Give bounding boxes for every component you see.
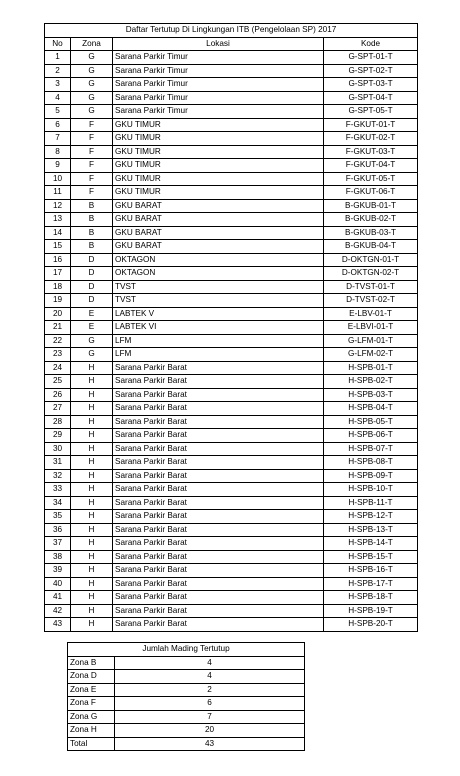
row-kode: G-SPT-02-T — [324, 64, 418, 78]
row-zona: D — [71, 267, 113, 281]
row-kode: H-SPB-16-T — [324, 564, 418, 578]
row-lokasi: OKTAGON — [113, 253, 324, 267]
row-zona: B — [71, 213, 113, 227]
table-row — [45, 78, 418, 92]
row-kode: H-SPB-18-T — [324, 591, 418, 605]
summary-count: 7 — [115, 710, 305, 724]
row-zona: E — [71, 307, 113, 321]
row-zona: H — [71, 537, 113, 551]
row-no: 39 — [45, 564, 71, 578]
table-row — [45, 415, 418, 429]
row-lokasi: Sarana Parkir Barat — [113, 510, 324, 524]
row-zona: B — [71, 199, 113, 213]
summary-row — [68, 724, 305, 738]
row-no: 40 — [45, 577, 71, 591]
row-kode: H-SPB-07-T — [324, 442, 418, 456]
row-no: 11 — [45, 186, 71, 200]
row-zona: H — [71, 442, 113, 456]
row-no: 33 — [45, 483, 71, 497]
row-zona: H — [71, 604, 113, 618]
row-no: 19 — [45, 294, 71, 308]
row-zona: G — [71, 51, 113, 65]
row-no: 42 — [45, 604, 71, 618]
summary-row — [68, 710, 305, 724]
row-lokasi: GKU TIMUR — [113, 145, 324, 159]
row-kode: F-GKUT-05-T — [324, 172, 418, 186]
row-zona: D — [71, 280, 113, 294]
row-kode: H-SPB-17-T — [324, 577, 418, 591]
table-row — [45, 51, 418, 65]
row-zona: H — [71, 375, 113, 389]
row-no: 37 — [45, 537, 71, 551]
row-kode: D-TVST-01-T — [324, 280, 418, 294]
row-lokasi: Sarana Parkir Barat — [113, 537, 324, 551]
row-kode: H-SPB-09-T — [324, 469, 418, 483]
table-row — [45, 483, 418, 497]
table-row — [45, 618, 418, 632]
row-zona: F — [71, 159, 113, 173]
summary-zona-label: Zona G — [68, 710, 115, 724]
row-kode: D-TVST-02-T — [324, 294, 418, 308]
row-no: 7 — [45, 132, 71, 146]
row-lokasi: TVST — [113, 280, 324, 294]
row-kode: H-SPB-08-T — [324, 456, 418, 470]
header-zona: Zona — [71, 37, 113, 51]
row-zona: F — [71, 118, 113, 132]
row-no: 4 — [45, 91, 71, 105]
summary-zona-label: Zona D — [68, 670, 115, 684]
summary-row — [68, 683, 305, 697]
row-kode: F-GKUT-04-T — [324, 159, 418, 173]
row-zona: H — [71, 402, 113, 416]
row-no: 9 — [45, 159, 71, 173]
row-lokasi: GKU BARAT — [113, 240, 324, 254]
row-zona: G — [71, 78, 113, 92]
summary-title-row — [68, 643, 305, 657]
row-no: 25 — [45, 375, 71, 389]
table-row — [45, 321, 418, 335]
row-lokasi: Sarana Parkir Barat — [113, 469, 324, 483]
row-lokasi: Sarana Parkir Barat — [113, 375, 324, 389]
summary-count: 43 — [115, 737, 305, 751]
row-zona: H — [71, 618, 113, 632]
row-lokasi: Sarana Parkir Barat — [113, 577, 324, 591]
row-zona: H — [71, 510, 113, 524]
row-no: 35 — [45, 510, 71, 524]
table-row — [45, 442, 418, 456]
row-kode: G-SPT-03-T — [324, 78, 418, 92]
row-lokasi: Sarana Parkir Barat — [113, 604, 324, 618]
row-zona: H — [71, 550, 113, 564]
row-lokasi: Sarana Parkir Barat — [113, 550, 324, 564]
row-kode: H-SPB-06-T — [324, 429, 418, 443]
table-row — [45, 226, 418, 240]
row-no: 27 — [45, 402, 71, 416]
table-row — [45, 537, 418, 551]
row-zona: B — [71, 226, 113, 240]
row-kode: E-LBV-01-T — [324, 307, 418, 321]
table-row — [45, 307, 418, 321]
main-table-title: Daftar Tertutup Di Lingkungan ITB (Pengelolaan SP) 2017 — [45, 24, 418, 38]
table-row — [45, 496, 418, 510]
row-zona: H — [71, 483, 113, 497]
summary-zona-label: Zona B — [68, 656, 115, 670]
row-lokasi: LABTEK V — [113, 307, 324, 321]
row-lokasi: Sarana Parkir Barat — [113, 496, 324, 510]
table-row — [45, 577, 418, 591]
table-row — [45, 199, 418, 213]
row-kode: H-SPB-13-T — [324, 523, 418, 537]
table-row — [45, 159, 418, 173]
row-lokasi: Sarana Parkir Timur — [113, 91, 324, 105]
table-row — [45, 186, 418, 200]
row-kode: H-SPB-02-T — [324, 375, 418, 389]
row-kode: H-SPB-19-T — [324, 604, 418, 618]
header-kode: Kode — [324, 37, 418, 51]
row-zona: F — [71, 172, 113, 186]
row-zona: E — [71, 321, 113, 335]
row-lokasi: Sarana Parkir Barat — [113, 442, 324, 456]
row-no: 41 — [45, 591, 71, 605]
row-kode: H-SPB-03-T — [324, 388, 418, 402]
row-no: 5 — [45, 105, 71, 119]
summary-count: 4 — [115, 670, 305, 684]
summary-zona-label: Zona H — [68, 724, 115, 738]
row-kode: H-SPB-15-T — [324, 550, 418, 564]
table-row — [45, 294, 418, 308]
row-no: 16 — [45, 253, 71, 267]
row-lokasi: GKU BARAT — [113, 199, 324, 213]
table-row — [45, 523, 418, 537]
row-lokasi: GKU BARAT — [113, 226, 324, 240]
row-no: 3 — [45, 78, 71, 92]
row-no: 15 — [45, 240, 71, 254]
table-row — [45, 429, 418, 443]
row-no: 24 — [45, 361, 71, 375]
main-table — [44, 23, 418, 632]
row-zona: H — [71, 523, 113, 537]
row-kode: E-LBVI-01-T — [324, 321, 418, 335]
row-kode: D-OKTGN-01-T — [324, 253, 418, 267]
row-lokasi: Sarana Parkir Barat — [113, 483, 324, 497]
row-no: 8 — [45, 145, 71, 159]
summary-count: 20 — [115, 724, 305, 738]
summary-count: 6 — [115, 697, 305, 711]
row-kode: B-GKUB-01-T — [324, 199, 418, 213]
row-no: 29 — [45, 429, 71, 443]
table-row — [45, 361, 418, 375]
row-kode: G-LFM-02-T — [324, 348, 418, 362]
row-lokasi: Sarana Parkir Timur — [113, 64, 324, 78]
header-lokasi: Lokasi — [113, 37, 324, 51]
row-lokasi: Sarana Parkir Barat — [113, 402, 324, 416]
row-lokasi: Sarana Parkir Barat — [113, 429, 324, 443]
table-row — [45, 240, 418, 254]
table-row — [45, 172, 418, 186]
summary-row — [68, 670, 305, 684]
row-zona: D — [71, 253, 113, 267]
row-no: 28 — [45, 415, 71, 429]
row-zona: H — [71, 496, 113, 510]
row-zona: F — [71, 186, 113, 200]
row-kode: H-SPB-12-T — [324, 510, 418, 524]
row-kode: H-SPB-11-T — [324, 496, 418, 510]
row-kode: D-OKTGN-02-T — [324, 267, 418, 281]
row-kode: F-GKUT-01-T — [324, 118, 418, 132]
row-lokasi: Sarana Parkir Barat — [113, 618, 324, 632]
row-kode: H-SPB-20-T — [324, 618, 418, 632]
table-row — [45, 91, 418, 105]
row-lokasi: GKU TIMUR — [113, 159, 324, 173]
row-lokasi: LABTEK VI — [113, 321, 324, 335]
table-row — [45, 402, 418, 416]
row-lokasi: LFM — [113, 348, 324, 362]
row-no: 21 — [45, 321, 71, 335]
row-no: 32 — [45, 469, 71, 483]
row-zona: H — [71, 415, 113, 429]
row-no: 23 — [45, 348, 71, 362]
row-no: 14 — [45, 226, 71, 240]
row-zona: H — [71, 388, 113, 402]
row-lokasi: TVST — [113, 294, 324, 308]
table-row — [45, 550, 418, 564]
summary-zona-label: Total — [68, 737, 115, 751]
header-no: No — [45, 37, 71, 51]
row-kode: B-GKUB-03-T — [324, 226, 418, 240]
row-kode: H-SPB-04-T — [324, 402, 418, 416]
table-row — [45, 334, 418, 348]
summary-count: 4 — [115, 656, 305, 670]
row-no: 6 — [45, 118, 71, 132]
row-zona: G — [71, 334, 113, 348]
row-no: 1 — [45, 51, 71, 65]
table-row — [45, 105, 418, 119]
row-kode: G-SPT-04-T — [324, 91, 418, 105]
row-no: 2 — [45, 64, 71, 78]
row-lokasi: Sarana Parkir Timur — [113, 51, 324, 65]
summary-zona-label: Zona E — [68, 683, 115, 697]
row-zona: G — [71, 64, 113, 78]
row-zona: H — [71, 577, 113, 591]
table-row — [45, 564, 418, 578]
row-kode: H-SPB-14-T — [324, 537, 418, 551]
summary-table-title: Jumlah Mading Tertutup — [68, 643, 305, 657]
row-no: 36 — [45, 523, 71, 537]
table-row — [45, 64, 418, 78]
row-zona: F — [71, 145, 113, 159]
row-no: 12 — [45, 199, 71, 213]
row-zona: H — [71, 564, 113, 578]
summary-row — [68, 697, 305, 711]
row-lokasi: GKU TIMUR — [113, 186, 324, 200]
row-lokasi: Sarana Parkir Timur — [113, 105, 324, 119]
row-kode: B-GKUB-02-T — [324, 213, 418, 227]
row-no: 38 — [45, 550, 71, 564]
row-lokasi: Sarana Parkir Barat — [113, 523, 324, 537]
row-no: 18 — [45, 280, 71, 294]
row-no: 34 — [45, 496, 71, 510]
table-row — [45, 253, 418, 267]
row-no: 31 — [45, 456, 71, 470]
row-no: 26 — [45, 388, 71, 402]
row-lokasi: GKU TIMUR — [113, 132, 324, 146]
row-kode: G-SPT-01-T — [324, 51, 418, 65]
row-lokasi: Sarana Parkir Barat — [113, 564, 324, 578]
row-no: 22 — [45, 334, 71, 348]
row-zona: F — [71, 132, 113, 146]
row-zona: H — [71, 469, 113, 483]
row-zona: H — [71, 591, 113, 605]
row-lokasi: GKU BARAT — [113, 213, 324, 227]
row-zona: G — [71, 348, 113, 362]
table-row — [45, 145, 418, 159]
row-zona: H — [71, 429, 113, 443]
row-kode: G-LFM-01-T — [324, 334, 418, 348]
row-no: 13 — [45, 213, 71, 227]
main-header-row — [45, 37, 418, 51]
row-lokasi: OKTAGON — [113, 267, 324, 281]
summary-zona-label: Zona F — [68, 697, 115, 711]
row-kode: F-GKUT-03-T — [324, 145, 418, 159]
row-lokasi: LFM — [113, 334, 324, 348]
row-lokasi: Sarana Parkir Timur — [113, 78, 324, 92]
row-no: 20 — [45, 307, 71, 321]
row-lokasi: Sarana Parkir Barat — [113, 591, 324, 605]
row-lokasi: GKU TIMUR — [113, 172, 324, 186]
summary-count: 2 — [115, 683, 305, 697]
row-lokasi: Sarana Parkir Barat — [113, 415, 324, 429]
table-row — [45, 591, 418, 605]
summary-table — [67, 642, 305, 751]
table-row — [45, 280, 418, 294]
table-row — [45, 510, 418, 524]
table-row — [45, 604, 418, 618]
row-no: 17 — [45, 267, 71, 281]
row-no: 10 — [45, 172, 71, 186]
row-kode: F-GKUT-06-T — [324, 186, 418, 200]
row-lokasi: GKU TIMUR — [113, 118, 324, 132]
table-row — [45, 375, 418, 389]
row-no: 43 — [45, 618, 71, 632]
row-lokasi: Sarana Parkir Barat — [113, 361, 324, 375]
summary-row — [68, 656, 305, 670]
table-row — [45, 348, 418, 362]
row-kode: H-SPB-01-T — [324, 361, 418, 375]
row-zona: B — [71, 240, 113, 254]
row-zona: G — [71, 105, 113, 119]
row-zona: G — [71, 91, 113, 105]
row-zona: H — [71, 456, 113, 470]
main-title-row — [45, 24, 418, 38]
row-lokasi: Sarana Parkir Barat — [113, 388, 324, 402]
row-lokasi: Sarana Parkir Barat — [113, 456, 324, 470]
table-row — [45, 456, 418, 470]
table-row — [45, 469, 418, 483]
row-no: 30 — [45, 442, 71, 456]
row-kode: F-GKUT-02-T — [324, 132, 418, 146]
row-kode: B-GKUB-04-T — [324, 240, 418, 254]
table-row — [45, 118, 418, 132]
row-kode: H-SPB-10-T — [324, 483, 418, 497]
row-zona: D — [71, 294, 113, 308]
table-row — [45, 213, 418, 227]
table-row — [45, 267, 418, 281]
row-zona: H — [71, 361, 113, 375]
summary-row — [68, 737, 305, 751]
table-row — [45, 388, 418, 402]
row-kode: H-SPB-05-T — [324, 415, 418, 429]
table-row — [45, 132, 418, 146]
row-kode: G-SPT-05-T — [324, 105, 418, 119]
